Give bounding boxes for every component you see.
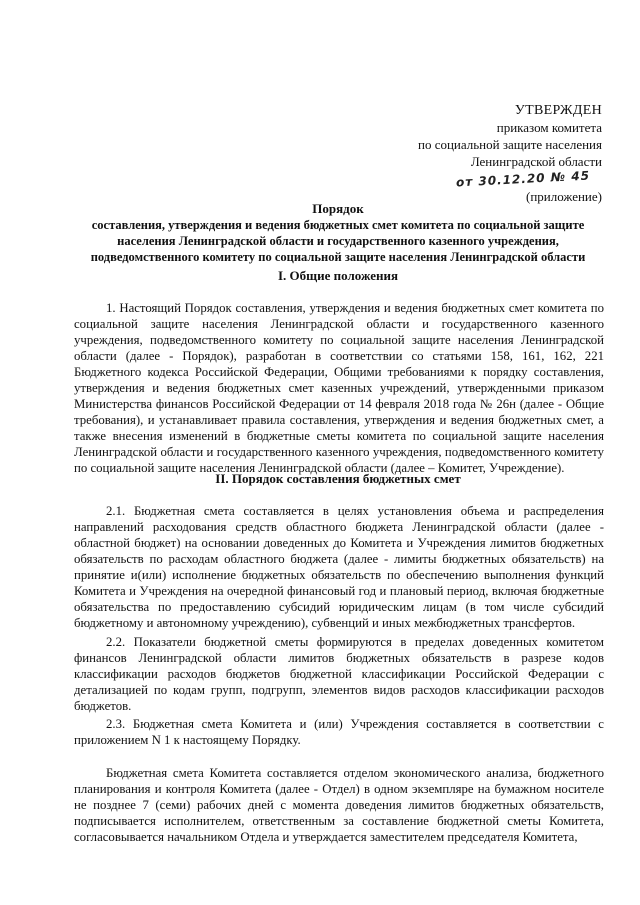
approval-stamp <box>372 102 602 205</box>
approval-line: приказом комитета <box>496 120 602 135</box>
handwritten-date-number: от 30.12.20 № 45 <box>455 168 591 190</box>
section-heading: I. Общие положения <box>278 268 398 283</box>
approval-heading: УТВЕРЖДЕН <box>514 103 602 118</box>
paragraph: 1. Настоящий Порядок составления, утверждения и ведения бюджетных смет комитета по социальной защите населения Ленинградской области и государственного казенного учреждения, подведомственного комитету по социальной защите населения Ленинградской области (далее - Порядок), разработан в соответствии со статьями 158, 161, 162, 221 Бюджетного кодекса Российской Федерации, Общими требованиями к порядку составления, утверждения и ведения бюджетных смет казенных учреждений, утвержденными приказом Министерства финансов Российской Федерации от 14 февраля 2018 года № 26н (далее - Общие требования), и устанавливает правила составления, утверждения и ведения бюджетных смет, а также внесения изменений в бюджетные сметы комитета по социальной защите населения Ленинградской области и государственного казенного учреждения, подведомственного комитету по социальной защите населения Ленинградской области (далее – Комитет, Учреждение). <box>74 301 604 475</box>
document-title <box>74 201 602 265</box>
approval-line: по социальной защите населения <box>417 137 602 152</box>
approval-line: Ленинградской области <box>470 154 602 169</box>
paragraph: 2.2. Показатели бюджетной сметы формируются в пределах доведенных комитетом финансов Ленинградской области лимитов бюджетных обязательств в разрезе кодов классификации расходов бюджетов бюджетной классификации Российской Федерации с детализацией по кодам групп, подгрупп, элементов видов расходов классификации расходов бюджетов. <box>74 635 604 713</box>
approval-line: (приложение) <box>525 189 602 204</box>
paragraph: 2.1. Бюджетная смета составляется в целях установления объема и распределения направлений расходования средств областного бюджета Ленинградской области (далее - областной бюджет) на основании доведенных до Комитета и Учреждения лимитов бюджетных обязательств по расходам областного бюджета (далее - лимиты бюджетных обязательств) на принятие и(или) исполнение бюджетных обязательств по обеспечению выполнения функций Комитета и Учреждения на очередной финансовый год и плановый период, включая бюджетные обязательства по предоставлению субсидий юридическим лицам (в том числе субсидий бюджетному и автономному учреждению), субвенций и иных межбюджетных трансфертов. <box>74 504 604 630</box>
paragraph: 2.3. Бюджетная смета Комитета и (или) Учреждения составляется в соответствии с приложением N 1 к настоящему Порядку. <box>74 717 604 747</box>
title-line: населения Ленинградской области и государственного казенного учреждения, <box>117 234 559 248</box>
title-line: Порядок <box>312 201 364 216</box>
paragraph: Бюджетная смета Комитета составляется отделом экономического анализа, бюджетного планирования и контроля Комитета (далее - Отдел) в одном экземпляре на бумажном носителе не позднее 7 (семи) рабочих дней с момента доведения лимитов бюджетных обязательств, подписывается исполнителем, ответственным за составление бюджетной сметы Комитета, согласовывается начальником Отдела и утверждается заместителем председателя Комитета, <box>74 766 604 844</box>
title-line: подведомственного комитету по социальной защите населения Ленинградской области <box>90 250 586 264</box>
title-line: составления, утверждения и ведения бюджетных смет комитета по социальной защите <box>91 218 585 232</box>
section-heading: II. Порядок составления бюджетных смет <box>215 471 461 486</box>
